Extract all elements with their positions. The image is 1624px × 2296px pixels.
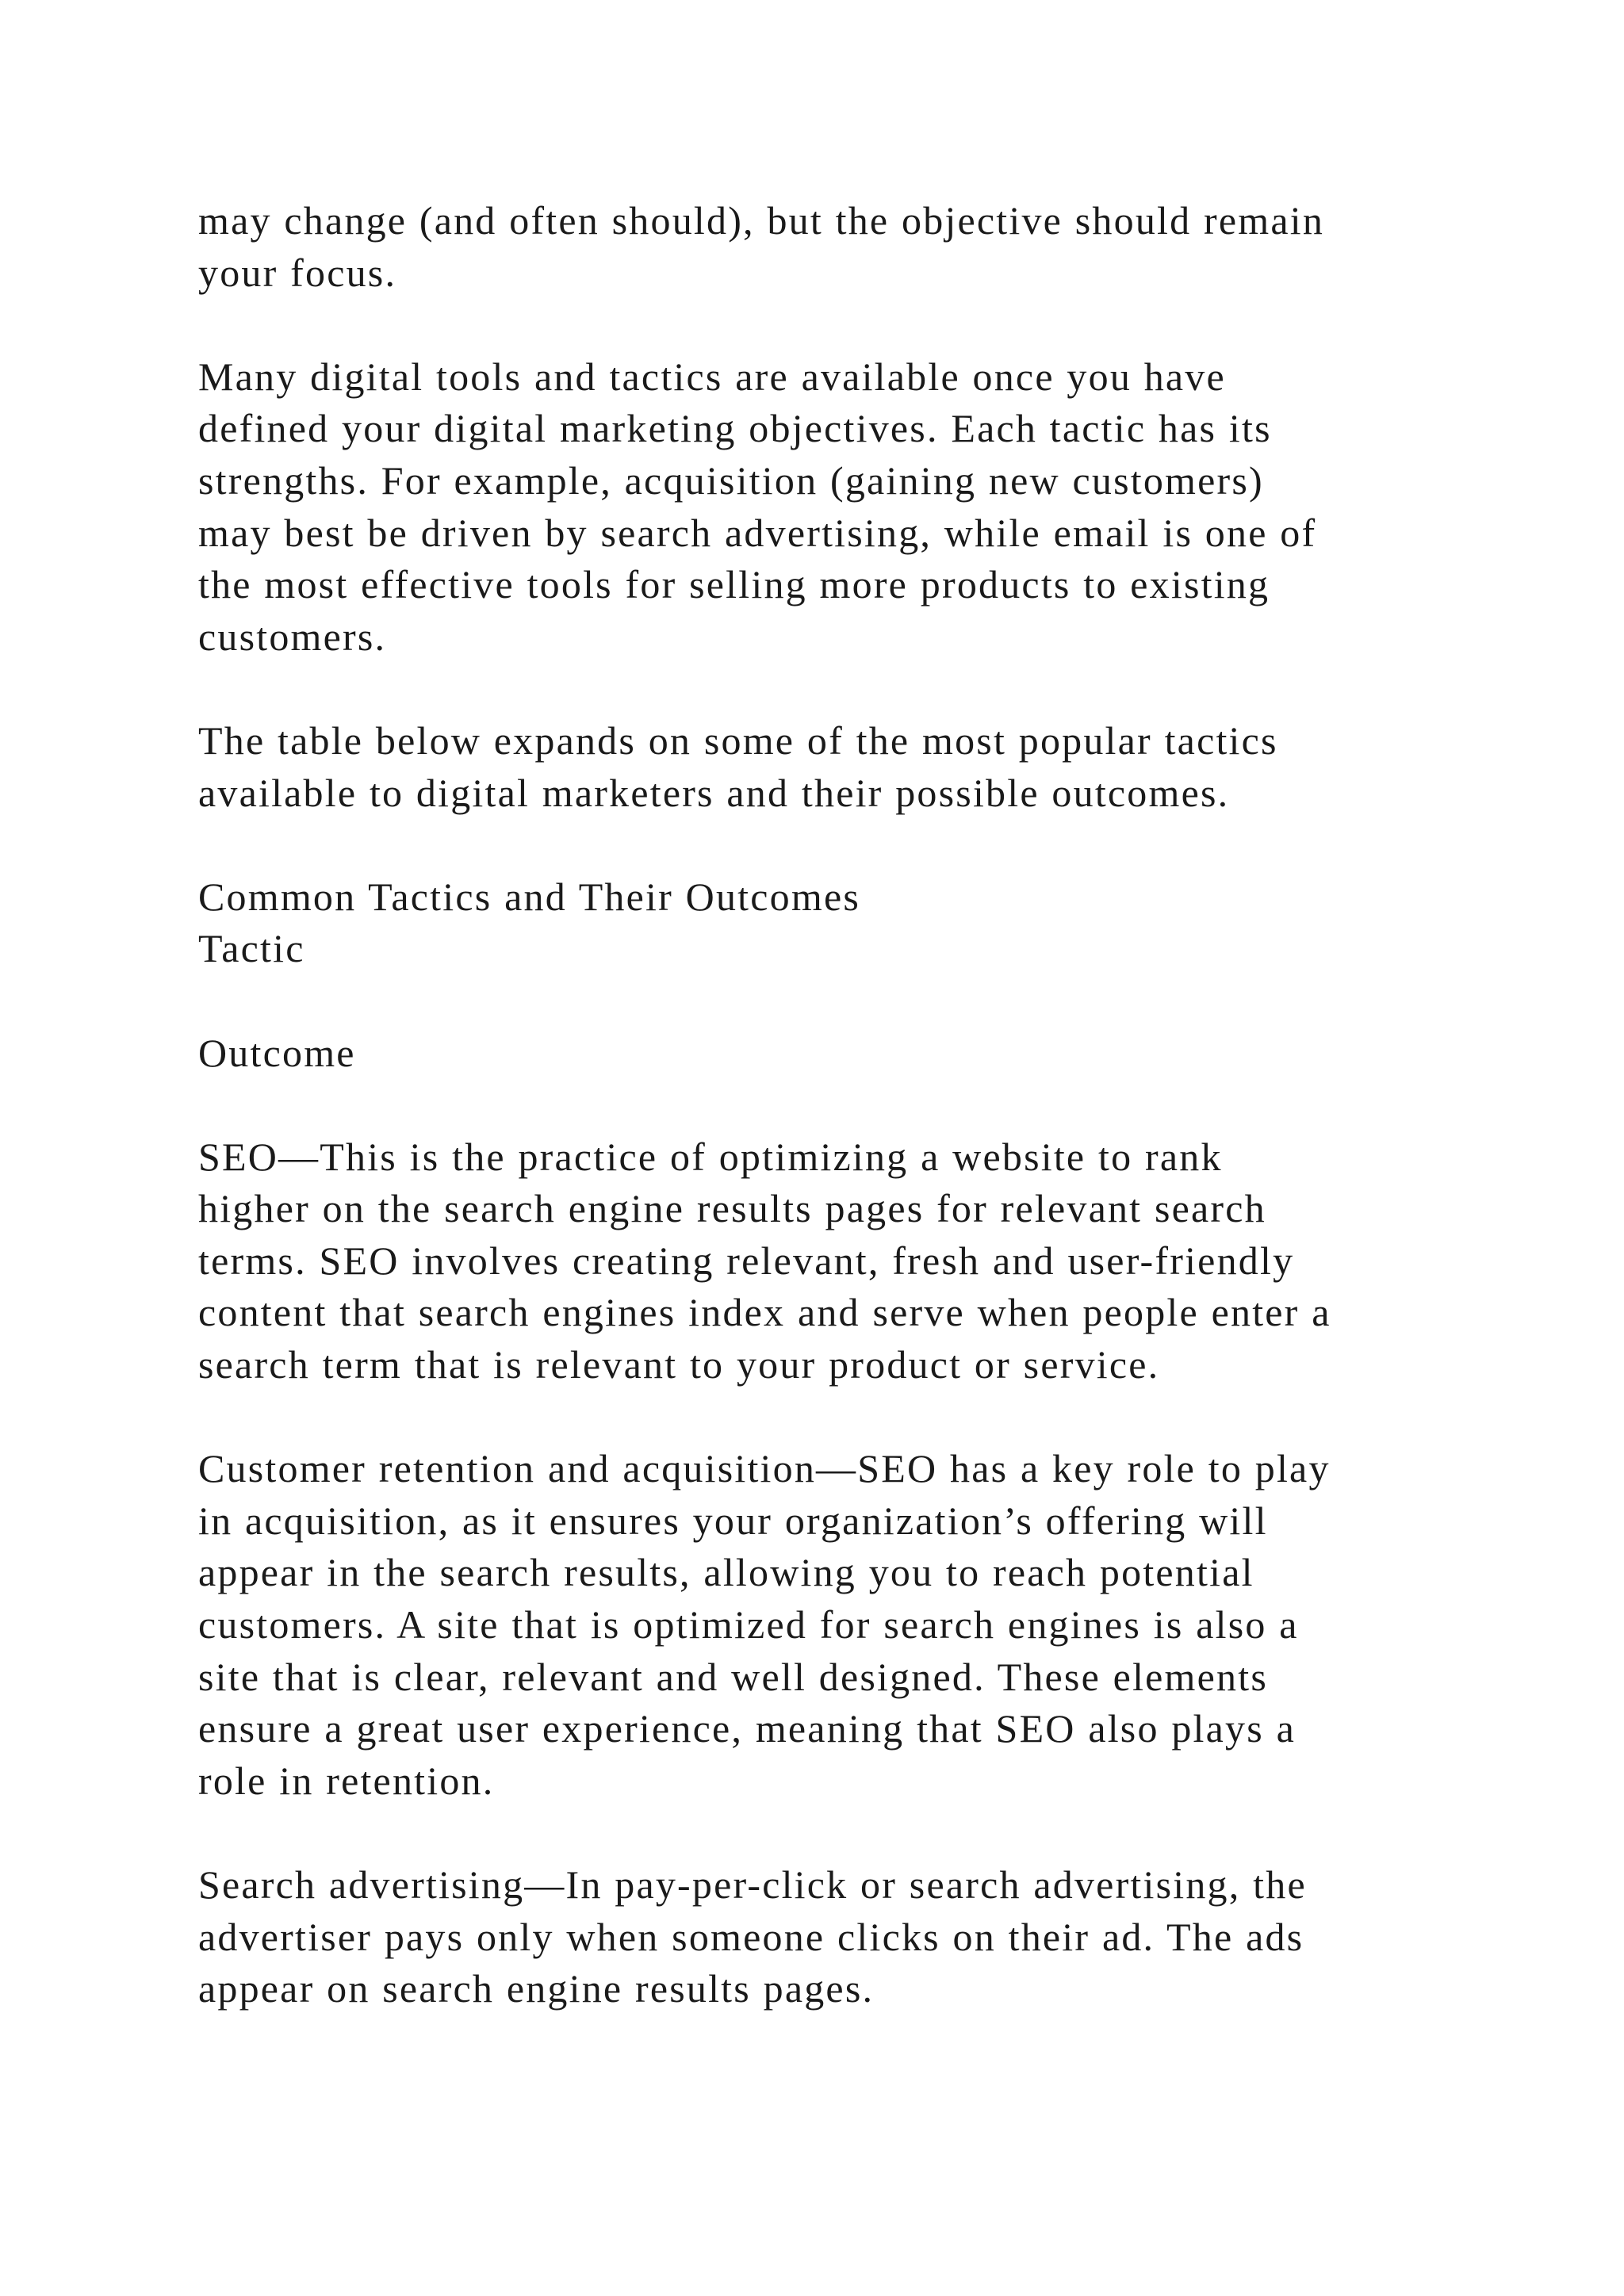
text-line: site that is clear, relevant and well designed. These elements <box>198 1654 1268 1699</box>
text-line: may best be driven by search advertising, while email is one of <box>198 510 1317 555</box>
text-line: ensure a great user experience, meaning that SEO also plays a <box>198 1706 1296 1751</box>
blank-line <box>198 663 1546 715</box>
text-line: Customer retention and acquisition—SEO has a key role to play <box>198 1446 1331 1491</box>
blank-line <box>198 975 1546 1027</box>
text-line: strengths. For example, acquisition (gaining new customers) <box>198 457 1264 503</box>
text-line: Many digital tools and tactics are available once you have <box>198 354 1226 399</box>
text-line: higher on the search engine results pages for relevant search <box>198 1186 1266 1231</box>
text-line: search term that is relevant to your product or service. <box>198 1342 1160 1387</box>
text-line: customers. A site that is optimized for search engines is also a <box>198 1602 1299 1647</box>
text-line: available to digital marketers and their possible outcomes. <box>198 770 1230 815</box>
text-line: in acquisition, as it ensures your organization’s offering will <box>198 1498 1268 1543</box>
text-line: customers. <box>198 614 387 659</box>
blank-line <box>198 1079 1546 1131</box>
text-line: defined your digital marketing objectives. Each tactic has its <box>198 406 1272 451</box>
blank-line <box>198 1807 1546 1859</box>
text-line: appear in the search results, allowing you to reach potential <box>198 1550 1254 1595</box>
text-line: The table below expands on some of the most popular tactics <box>198 718 1278 763</box>
blank-line <box>198 1391 1546 1444</box>
text-line: SEO—This is the practice of optimizing a website to rank <box>198 1134 1223 1179</box>
text-line: role in retention. <box>198 1758 495 1803</box>
table-title: Common Tactics and Their Outcomes <box>198 874 860 919</box>
text-line: your focus. <box>198 250 397 295</box>
document-body <box>198 195 1546 2015</box>
text-line: appear on search engine results pages. <box>198 1966 875 2011</box>
blank-line <box>198 299 1546 351</box>
table-header-tactic: Tactic <box>198 926 305 971</box>
blank-line <box>198 819 1546 871</box>
text-line: content that search engines index and serve when people enter a <box>198 1290 1331 1335</box>
text-line: terms. SEO involves creating relevant, fresh and user-friendly <box>198 1238 1295 1283</box>
text-line: advertiser pays only when someone clicks on their ad. The ads <box>198 1914 1304 1959</box>
text-line: the most effective tools for selling more products to existing <box>198 562 1270 607</box>
text-line: Search advertising—In pay-per-click or search advertising, the <box>198 1862 1307 1907</box>
table-header-outcome: Outcome <box>198 1030 356 1075</box>
text-line: may change (and often should), but the objective should remain <box>198 198 1325 243</box>
